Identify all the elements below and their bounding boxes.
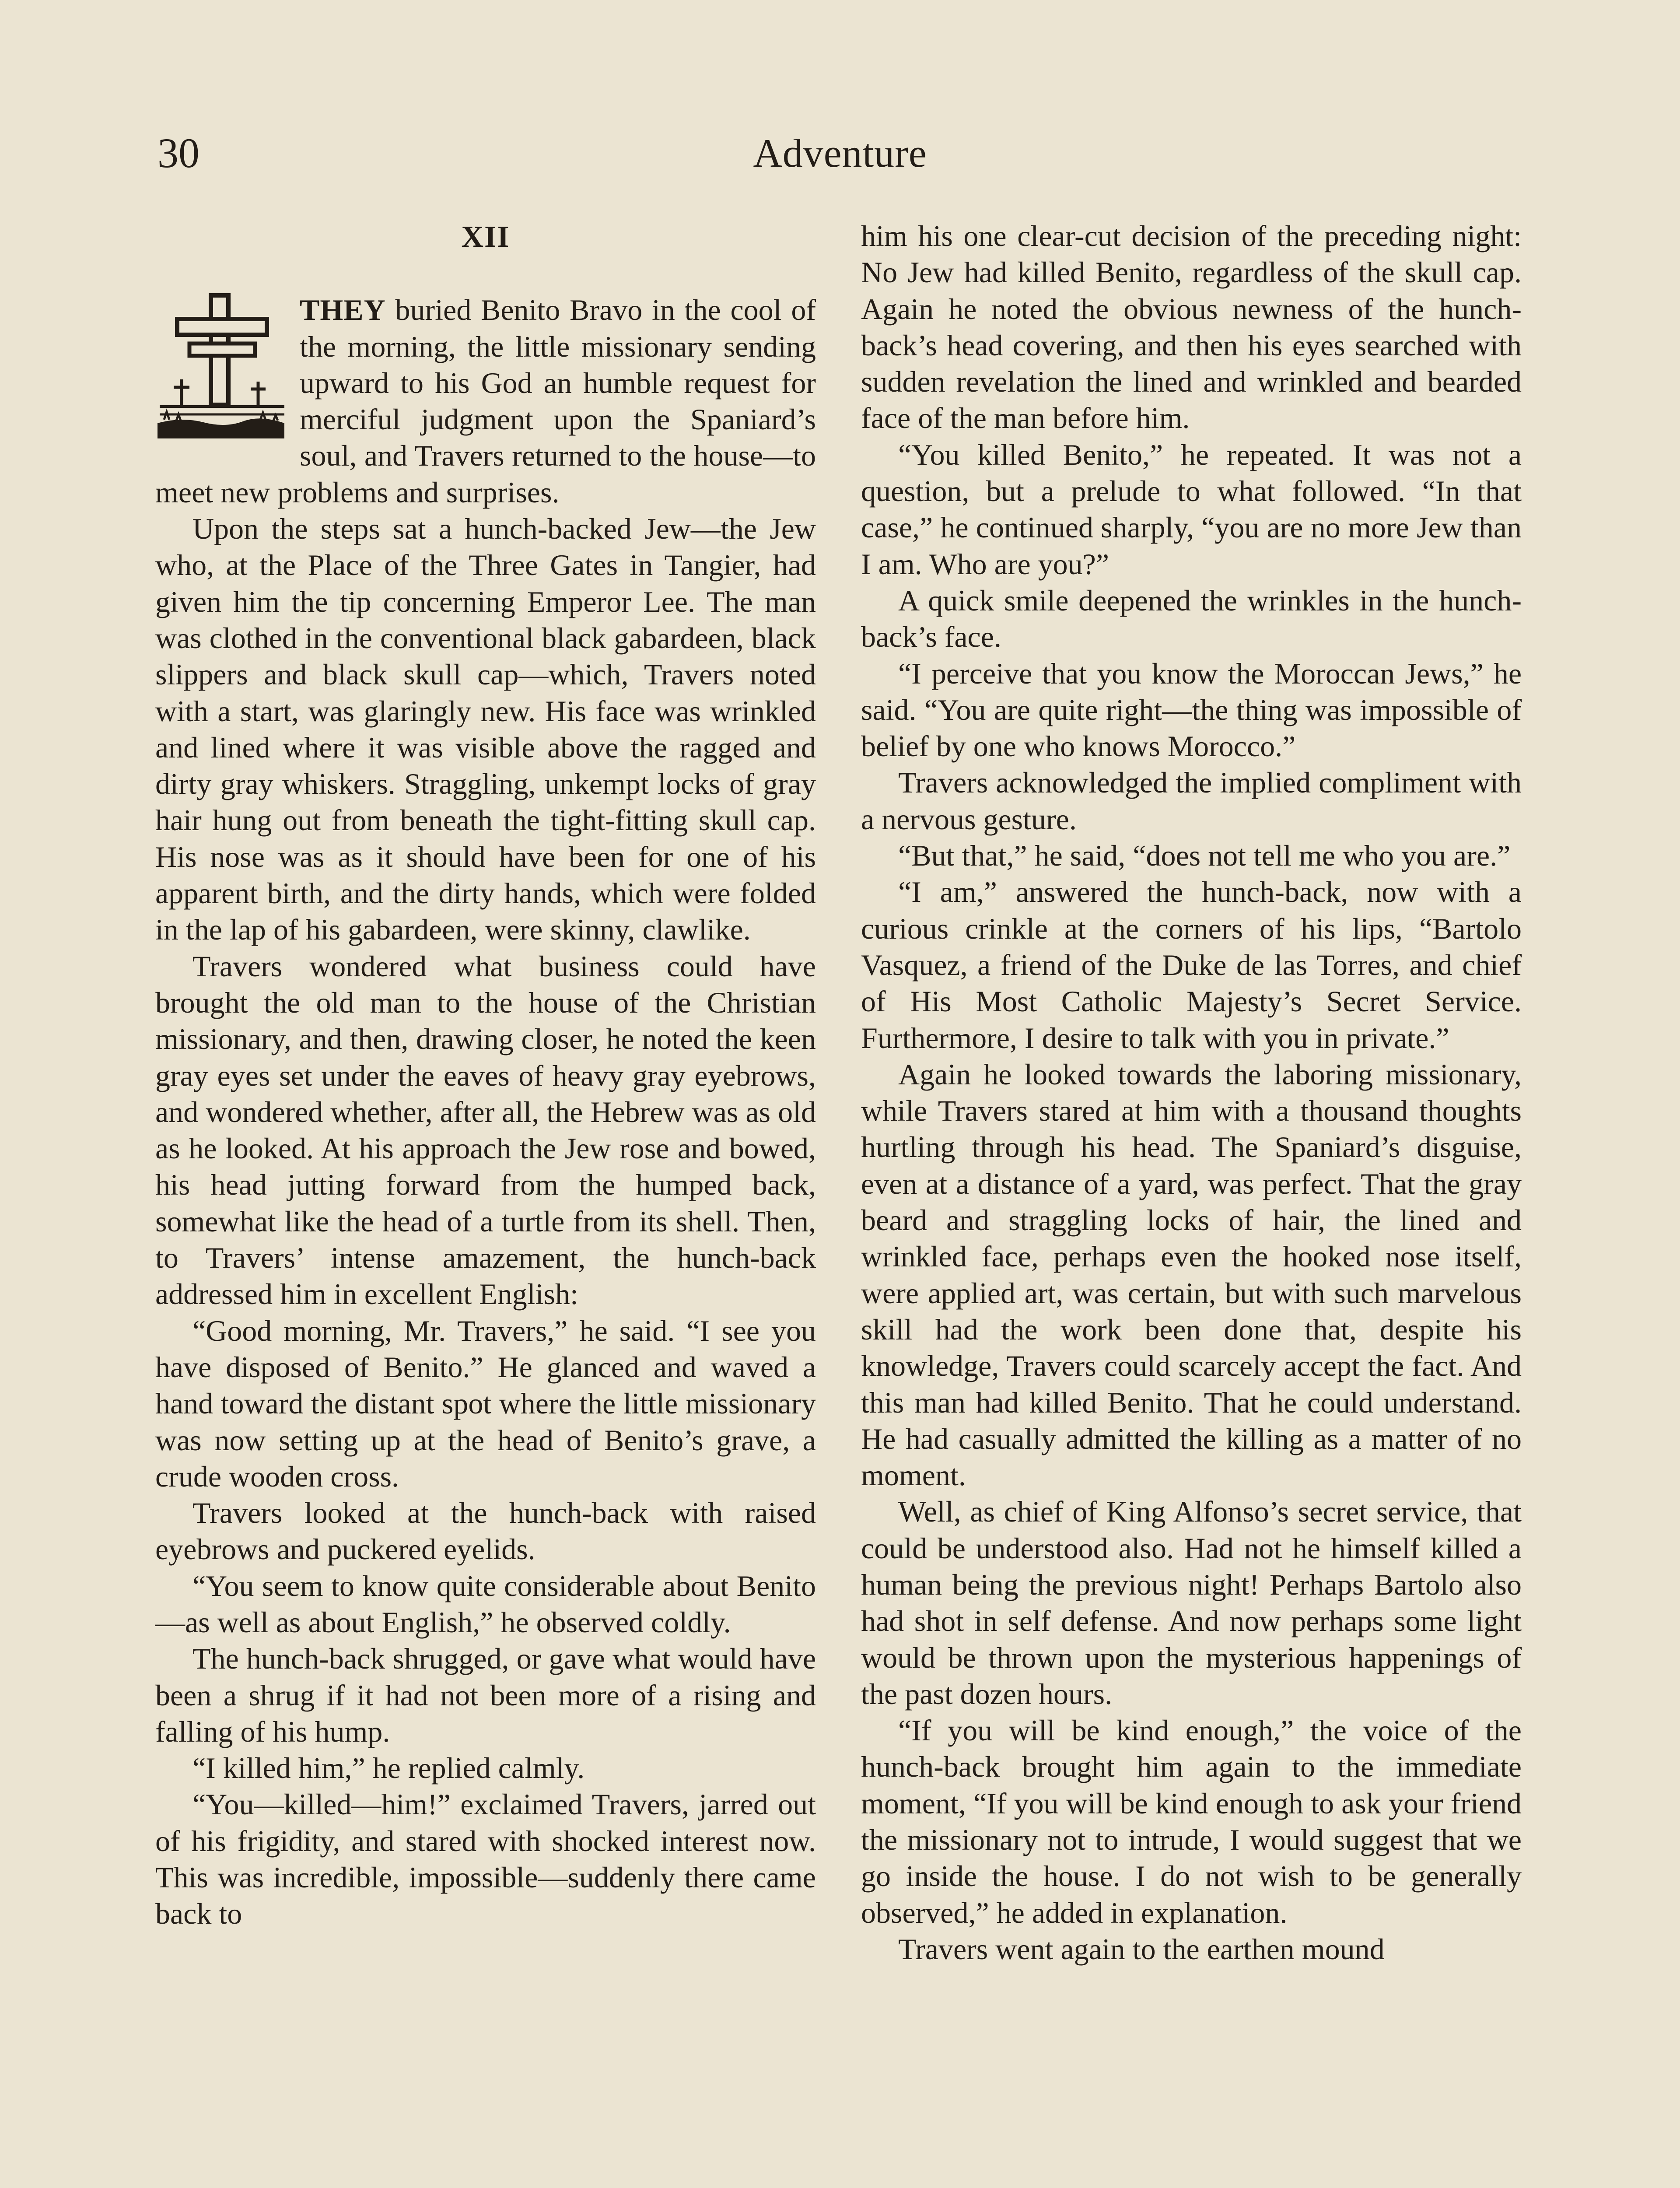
paragraph: A quick smile deepened the wrinkles in the hunch-back’s face. <box>861 583 1522 654</box>
paragraph: “Good morning, Mr. Travers,” he said. “I see you have disposed of Benito.” He glanced and waved a hand toward the distant spot where the little missionary was now setting up at the head of Benito’s grave, a crude wooden cross. <box>155 1314 816 1493</box>
paragraph: “I perceive that you know the Moroccan Jews,” he said. “You are quite right—the thing was impossible of belief by one who knows Morocco.” <box>861 656 1522 763</box>
paragraph: Travers acknowledged the implied compliment with a nervous gesture. <box>861 766 1522 836</box>
paragraph: The hunch-back shrugged, or gave what would have been a shrug if it had not been more of a rising and falling of his hump. <box>155 1642 816 1748</box>
paragraph: “I am,” answered the hunch-back, now with a curious crinkle at the corners of his lips, “Bartolo Vasquez, a friend of the Duke de las Torres, and chief of His Most Catholic Majesty’s Secret Service. Furthermore, I desire to talk with you in private.” <box>861 875 1522 1055</box>
paragraph: Travers wondered what business could have brought the old man to the house of the Christian missionary, and then, drawing closer, he noted the keen gray eyes set under the eaves of heavy gray eyebrows, and wondered whether, after all, the Hebrew was as old as he looked. At his approach the Jew rose and bowed, his head jutting forward from the humped back, somewhat like the head of a turtle from its shell. Then, to Travers’ intense amazement, the hunch-back addressed him in excellent English: <box>155 949 816 1311</box>
left-column <box>155 219 816 1932</box>
paragraph: Upon the steps sat a hunch-backed Jew—the Jew who, at the Place of the Three Gates in Tangier, had given him the tip concerning Emperor Lee. The man was clothed in the conventional black gabardeen, black slippers and black skull cap—which, Travers noted with a start, was glaringly new. His face was wrinkled and lined where it was visible above the ragged and dirty gray whiskers. Straggling, unkempt locks of gray hair hung out from beneath the tight-fitting skull cap. His nose was as it should have been for one of his apparent birth, and the dirty hands, which were folded in the lap of his gabardeen, were skinny, clawlike. <box>155 512 816 947</box>
paragraph: “You—killed—him!” exclaimed Travers, jarred out of his frigidity, and stared with shocked interest now. This was incredible, impossible—suddenly there came back to <box>155 1788 816 1931</box>
lead-word: THEY <box>300 293 386 327</box>
paragraph: “You killed Benito,” he repeated. It was not a question, but a prelude to what followed. “In that case,” he continued sharply, “you are no more Jew than I am. Who are you?” <box>861 438 1522 581</box>
paragraph: him his one clear-cut decision of the preceding night: No Jew had killed Benito, regardless of the skull cap. Again he noted the obvious newness of the hunch-back’s head covering, and then his eyes searched with sudden revelation the lined and wrinkled and bearded face of the man before him. <box>861 219 1522 435</box>
paragraph: “If you will be kind enough,” the voice of the hunch-back brought him again to the immediate moment, “If you will be kind enough to ask your friend the missionary not to intrude, I would suggest that we go inside the house. I do not wish to be generally observed,” he added in explanation. <box>861 1714 1522 1929</box>
paragraph: Again he looked towards the laboring missionary, while Travers stared at him with a thousand thoughts hurtling through his head. The Spaniard’s disguise, even at a distance of a yard, was perfect. That the gray beard and straggling locks of hair, the lined and wrinkled face, perhaps even the hooked nose itself, were applied art, was certain, but with such marvelous skill had the work been done that, despite his knowledge, Travers could scarcely accept the fact. And this man had killed Benito. That he could understand. He had casually admitted the killing as a matter of no moment. <box>861 1057 1522 1492</box>
page-number: 30 <box>158 130 200 176</box>
paragraph: Travers looked at the hunch-back with raised eyebrows and puckered eyelids. <box>155 1496 816 1566</box>
chapter-heading: XII <box>461 220 510 254</box>
paragraph: “You seem to know quite considerable about Benito—as well as about English,” he observed coldly. <box>155 1569 816 1639</box>
cross-grave-icon <box>155 292 287 441</box>
paragraph: “I killed him,” he replied calmly. <box>192 1751 585 1785</box>
paragraph: Well, as chief of King Alfonso’s secret service, that could be understood also. Had not he himself killed a human being the previous night! Perhaps Bartolo also had shot in self defense. And now perhaps some light would be thrown upon the mysterious happenings of the past dozen hours. <box>861 1495 1522 1711</box>
running-head: Adventure <box>753 131 927 175</box>
paragraph: “But that,” he said, “does not tell me who you are.” <box>898 839 1511 873</box>
paragraph: Travers went again to the earthen mound <box>898 1932 1385 1966</box>
right-column <box>861 218 1522 1967</box>
paragraph: THEY buried Benito Bravo in the cool of the morning, the little missionary sending upward to his God an humble request for merciful judgment upon the Spaniard’s soul, and Travers returned to the house—to meet new problems and surprises. <box>155 292 816 511</box>
